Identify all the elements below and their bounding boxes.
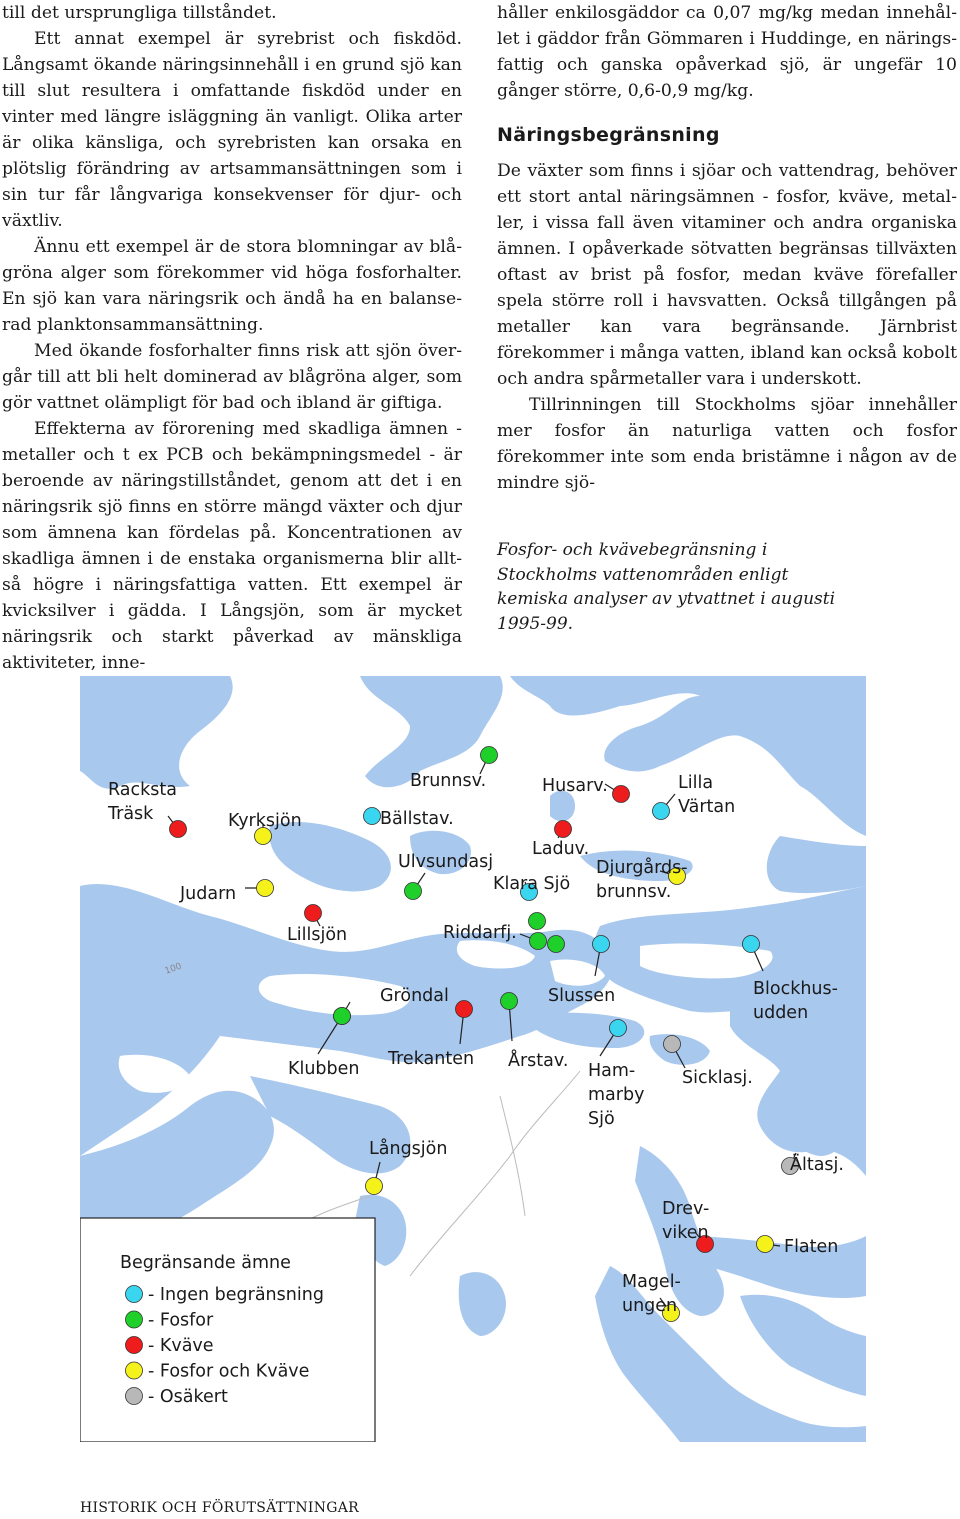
site-label: Sicklasj. (682, 1068, 753, 1088)
site-marker (610, 1020, 627, 1037)
legend-swatch (126, 1311, 143, 1328)
site-marker (334, 1008, 351, 1025)
paragraph: Med ökande fosforhalter finns risk att sjön övergår till att bli helt dominerad av blågröna alger, som gör vattnet olämpligt för bad och ibland är giftiga. (2, 341, 462, 413)
right-text-column (497, 0, 957, 636)
site-marker (456, 1001, 473, 1018)
site-label: Brunnsv. (410, 771, 487, 791)
site-label: Judarn (180, 884, 237, 904)
site-label: Flaten (784, 1237, 839, 1257)
legend (80, 1218, 375, 1442)
site-marker (405, 883, 422, 900)
site-label: Laduv. (532, 839, 590, 859)
site-label: Klubben (288, 1059, 360, 1079)
left-text-column (2, 0, 462, 676)
legend-label: - Kväve (148, 1336, 214, 1356)
paragraph: Tillrinningen till Stockholms sjöar innehåller mer fosfor än naturliga vatten och fosfor förekommer inte som enda bristämne i någon av de mindre sjö- (497, 395, 957, 493)
legend-label: - Fosfor (148, 1310, 214, 1331)
site-label: Årstav. (508, 1051, 569, 1071)
site-marker (529, 913, 546, 930)
legend-swatch (126, 1362, 143, 1379)
site-marker (366, 1178, 383, 1195)
legend-swatch (126, 1337, 143, 1354)
page-footer: HISTORIK OCH FÖRUTSÄTTNINGAR (80, 1500, 359, 1516)
site-marker (743, 936, 760, 953)
site-marker (555, 821, 572, 838)
site-marker (613, 786, 630, 803)
paragraph: De växter som finns i sjöar och vattendrag, behöver ett stort antal näringsämnen - fosfor, kväve, metaller, i vissa fall även vitaminer och andra organiska ämnen. I opåverkade sötvatten begränsas tillväxten oftast av brist på fosfor, medan kväve förefaller spela större roll i havsvatten. Också tillgången på metaller kan vara begränsande. Järnbrist förekommer i många vatten, ibland kan också kobolt och andra spårmetaller vara i underskott. (497, 161, 957, 389)
site-marker (481, 747, 498, 764)
site-label: Ältasj. (790, 1155, 844, 1175)
site-marker (757, 1236, 774, 1253)
site-label: Magel-ungen (622, 1272, 681, 1316)
site-label: Ham-marby Sjö (588, 1061, 645, 1129)
map-caption: Fosfor- och kvävebegränsning i Stockholms vattenområden enligt kemiska analyser av ytvattnet i augusti 1995-99. (497, 540, 836, 634)
site-label: Gröndal (380, 986, 449, 1006)
site-label: Djurgårds-brunnsv. (596, 858, 688, 902)
site-label: Racksta Träsk (108, 780, 177, 824)
site-magelungen (622, 1272, 681, 1322)
map-canvas (80, 676, 866, 1442)
site-label: Riddarfj. (443, 923, 517, 943)
site-marker (653, 803, 670, 820)
site-label: Husarv. (542, 776, 608, 796)
site-label: Kyrksjön (228, 811, 302, 831)
site-ältasj (782, 1153, 844, 1175)
site-marker (593, 936, 610, 953)
paragraph: Ett annat exempel är syrebrist och fiskdöd. Långsamt ökande näringsinnehåll i en grund sjö kan till slut resultera i omfattande fiskdöd under en vinter med längre isläggning än vanligt. Olika arter är olika känsliga, och syrebristen kan orsaka en plötslig förändring av artsammansättningen som i sin tur får långvariga konsekvenser för djur- och växtliv. (2, 29, 462, 231)
legend-swatch (126, 1286, 143, 1303)
site-marker (664, 1036, 681, 1053)
site-marker (305, 905, 322, 922)
site-marker (364, 808, 381, 825)
site-label: Drev-viken (662, 1199, 710, 1243)
legend-label: - Ingen begränsning (148, 1285, 324, 1305)
paragraph: Ännu ett exempel är de stora blomningar av blågröna alger som förekommer vid höga fosforhalter. En sjö kan vara näringsrik och ändå ha en balanserad planktonsammansättning. (2, 237, 462, 335)
section-heading: Näringsbegränsning (497, 124, 720, 146)
site-label: Blockhus-udden (753, 979, 838, 1023)
legend-box (80, 1218, 375, 1442)
legend-swatch (126, 1388, 143, 1405)
water-map (80, 676, 866, 1442)
site-label: Klara Sjö (493, 874, 571, 894)
site-marker (257, 880, 274, 897)
site-marker (170, 821, 187, 838)
site-marker (501, 993, 518, 1010)
paragraph: håller enkilosgäddor ca 0,07 mg/kg medan innehållet i gäddor från Gömmaren i Huddinge, en näringsfattig och ganska opåverkad sjö, är ungefär 10 gånger större, 0,6-0,9 mg/kg. (497, 3, 957, 101)
site-label: Ulvsundasj (398, 852, 494, 872)
paragraph: Effekterna av förorening med skadliga ämnen - metaller och t ex PCB och bekämpningsmedel - är beroende av näringstillståndet, genom att det i en näringsrik sjö finns en större mängd växter och djur som ämnena kan fördelas på. Koncentrationen av skadliga ämnen i de enstaka organismerna blir alltså högre i näringsfattiga vatten. Ett exempel är kvicksilver i gädda. I Långsjön, som är mycket näringsrik och starkt påverkad av mänskliga aktiviteter, inne- (2, 419, 462, 673)
site-marker (530, 933, 547, 950)
route-number: 100 (163, 961, 184, 977)
site-marker (548, 936, 565, 953)
site-label: Bällstav. (380, 809, 454, 829)
legend-title: Begränsande ämne (120, 1253, 291, 1273)
paragraph: till det ursprungliga tillståndet. (2, 3, 277, 23)
legend-item-fosfor_kvave (126, 1362, 310, 1382)
site-label: Lilla Värtan (678, 773, 736, 817)
legend-label: - Osäkert (148, 1387, 228, 1407)
site-label: Slussen (548, 986, 616, 1006)
legend-label: - Fosfor och Kväve (148, 1361, 310, 1382)
site-label: Trekanten (388, 1049, 475, 1069)
legend-item-ingen (126, 1285, 324, 1305)
site-label: Långsjön (369, 1139, 448, 1159)
site-label: Lillsjön (287, 925, 348, 945)
